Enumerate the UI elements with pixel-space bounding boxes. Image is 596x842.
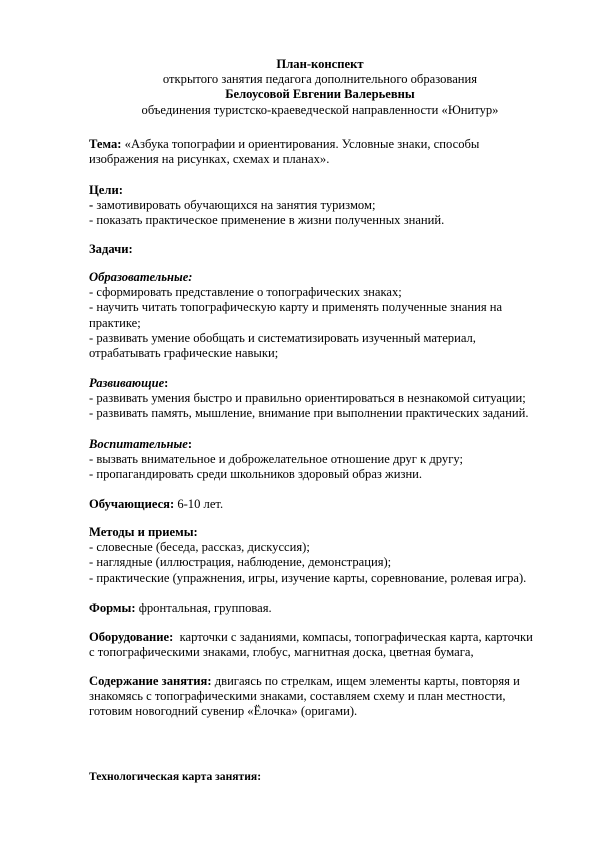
educational-line: практике; <box>89 315 141 330</box>
tech-card-heading: Технологическая карта занятия: <box>89 770 262 783</box>
lesson-content-line-3: готовим новогодний сувенир «Ёлочка» (оригами). <box>89 704 358 719</box>
forms-value: фронтальная, групповая. <box>135 601 272 615</box>
developing-heading: Развивающие <box>89 376 165 390</box>
topic-text-line-2: изображения на рисунках, схемах и планах». <box>89 152 330 167</box>
author-name: Белоусовой Евгении Валерьевны <box>225 87 415 102</box>
goal-item-1: замотивировать обучающихся на занятия туризмом; <box>93 198 376 213</box>
goals-heading: Цели: <box>89 183 123 197</box>
lesson-content-line-2: знакомясь с топографическими знаками, составляем схему и план местности, <box>89 689 506 704</box>
document-header <box>80 57 560 118</box>
equipment-label: Оборудование: <box>89 630 174 644</box>
upbringing-heading: Воспитательные <box>89 437 188 451</box>
tech-card-section <box>89 769 559 784</box>
tasks-section <box>89 242 559 257</box>
methods-section <box>89 525 559 586</box>
methods-line: - наглядные (иллюстрация, наблюдение, демонстрация); <box>89 555 392 570</box>
upbringing-tasks <box>89 437 559 483</box>
equipment-line-2: с топографическими знаками, глобус, магнитная доска, цветная бумага, <box>89 645 474 660</box>
educational-heading: Образовательные: <box>89 270 193 284</box>
upbringing-colon: : <box>187 437 193 451</box>
developing-line: - развивать умения быстро и правильно ориентироваться в незнакомой ситуации; <box>89 391 526 406</box>
header-subtitle: открытого занятия педагога дополнительного образования <box>162 72 478 87</box>
goal-item-dash: - <box>89 198 94 213</box>
methods-heading: Методы и приемы: <box>89 525 198 539</box>
lesson-content-line-1: двигаясь по стрелкам, ищем элементы карты, повторяя и <box>211 674 520 688</box>
students-label: Обучающиеся: <box>89 497 175 511</box>
methods-line: - практические (упражнения, игры, изучение карты, соревнование, ролевая игра). <box>89 570 527 585</box>
educational-line: - сформировать представление о топографических знаках; <box>89 285 402 300</box>
upbringing-line: - вызвать внимательное и доброжелательное отношение друг к другу; <box>89 452 464 467</box>
forms-label: Формы: <box>89 601 136 615</box>
topic-section <box>89 137 559 167</box>
forms-section <box>89 601 559 616</box>
goal-item-2: - показать практическое применение в жизни полученных знаний. <box>89 213 445 228</box>
developing-line: - развивать память, мышление, внимание при выполнении практических заданий. <box>89 406 529 421</box>
goals-section <box>89 183 559 229</box>
educational-tasks <box>89 270 559 361</box>
topic-label: Тема: <box>89 137 122 151</box>
equipment-section <box>89 630 559 660</box>
association-name: объединения туристско-краеведческой направленности «Юнитур» <box>141 102 499 117</box>
document-title: План-конспект <box>276 57 364 71</box>
educational-line: отрабатывать графические навыки; <box>89 346 279 361</box>
students-section <box>89 497 559 512</box>
methods-line: - словесные (беседа, рассказ, дискуссия); <box>89 540 310 555</box>
educational-line: - развивать умение обобщать и систематизировать изученный материал, <box>89 330 476 345</box>
students-value: 6-10 лет. <box>174 497 224 511</box>
tasks-heading: Задачи: <box>89 242 133 256</box>
educational-line: - научить читать топографическую карту и применять полученные знания на <box>89 300 503 315</box>
developing-tasks <box>89 376 559 422</box>
upbringing-line: - пропагандировать среди школьников здоровый образ жизни. <box>89 467 423 482</box>
lesson-content-section <box>89 674 559 720</box>
lesson-content-label: Содержание занятия: <box>89 674 212 688</box>
developing-colon: : <box>164 376 169 390</box>
topic-text-line-1: «Азбука топографии и ориентирования. Условные знаки, способы <box>121 137 480 151</box>
equipment-line-1: карточки с заданиями, компасы, топографическая карта, карточки <box>173 630 533 644</box>
